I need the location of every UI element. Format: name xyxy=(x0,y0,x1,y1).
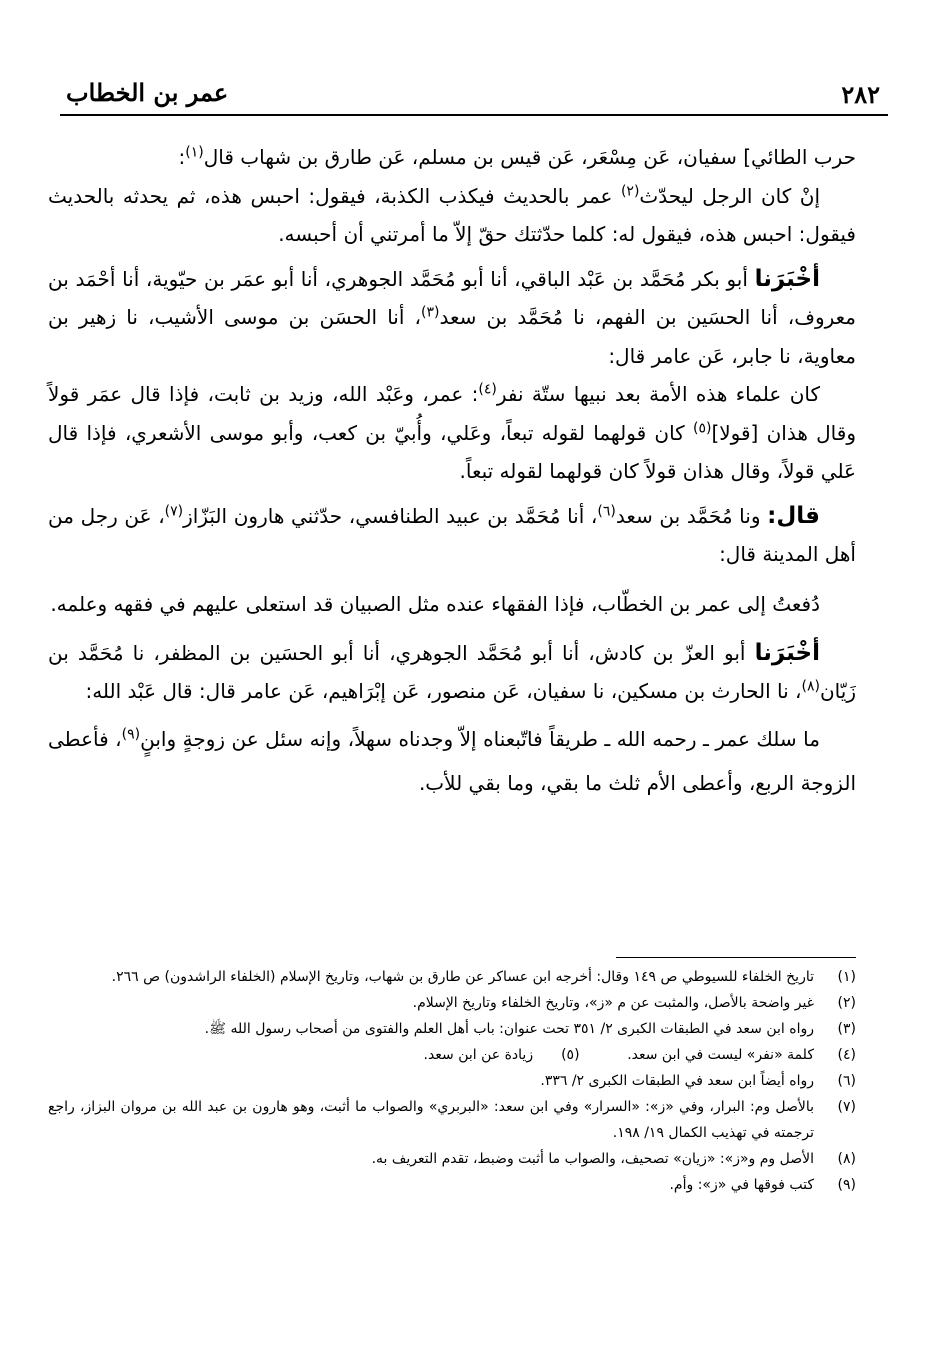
footnote-separator xyxy=(616,957,856,958)
paragraph-text: عمر بالحديث فيكذب الكذبة، فيقول: احبس هذه، ثم يحدثه بالحديث فيقول: احبس هذه، فيقول له: كلما حدّثتك حقّ إلاّ ما أمرتني أن أحبسه. xyxy=(48,183,856,246)
footnote-ref[interactable]: (١) xyxy=(185,144,204,161)
paragraph-text: ، نا الحارث بن مسكين، نا سفيان، عَن منصور، عَن إبْرَاهيم، عَن عامر قال: قال عَبْد الله: xyxy=(85,679,802,703)
footnote-8 xyxy=(48,1146,856,1172)
paragraph-3 xyxy=(48,260,856,376)
paragraph-2 xyxy=(48,177,856,254)
footnote-7 xyxy=(48,1094,856,1146)
paragraph-text: ونا مُحَمَّد بن سعد xyxy=(615,503,768,528)
paragraph-1 xyxy=(48,138,856,177)
paragraph-text: كان قولهما لقوله تبعاً، وعَلي، وأُبيّ بن كعب، وأبو موسى الأشعري، فإذا قال عَلي قولاً، وقال هذان قولاً كان قولهما لقوله تبعاً. xyxy=(48,420,856,483)
paragraph-text: أبو بكر مُحَمَّد بن عَبْد الباقي، أنا أبو مُحَمَّد الجوهري، أنا أبو عمَر بن حيّوية، أنا أحْمَد بن معروف، أنا الحسَين بن الفهم، نا مُحَمَّد بن سعد xyxy=(48,266,856,329)
paragraph-text: : عمر، وعَبْد الله، وزيد بن ثابت، فإذا قال عمَر قولاً وقال هذان [قولا] xyxy=(48,382,856,445)
header-rule xyxy=(60,114,888,116)
footnote-text: الأصل وم و«ز»: «زيان» تصحيف، والصواب ما أثبت وضبط، تقدم التعريف به. xyxy=(371,1151,814,1167)
paragraph-text: ، أنا الحسَن بن موسى الأشيب، نا زهير بن معاوية، نا جابر، عَن عامر قال: xyxy=(48,305,856,368)
footnote-number: (٨) xyxy=(837,1151,856,1167)
footnote-number: (٢) xyxy=(837,995,856,1011)
footnote-3 xyxy=(48,1016,856,1042)
paragraph-text: ، فأعطى الزوجة الربع، وأعطى الأم ثلث ما بقي، وما بقي للأب. xyxy=(48,726,856,795)
footnote-text: كتب فوقها في «ز»: وأم. xyxy=(669,1177,814,1193)
footnote-text: رواه أيضاً ابن سعد في الطبقات الكبرى ٢/ ٣٣٦. xyxy=(540,1073,814,1089)
footnote-number: (٧) xyxy=(837,1099,856,1115)
main-text xyxy=(48,138,856,805)
footnotes xyxy=(48,964,856,1198)
footnote-ref[interactable]: (٣) xyxy=(420,304,440,321)
paragraph-text: كان علماء هذه الأمة بعد نبيها ستّة نفر xyxy=(496,382,820,406)
footnote-text: بالأصل وم: البرار، وفي «ز»: «السرار» وفي ابن سعد: «البربري» والصواب ما أثبت، وهو هارون بن عبد الله بن مروان البزاز، راجع ترجمته في تهذيب الكمال ١٩/ ١٩٨. xyxy=(48,1099,814,1141)
footnote-1 xyxy=(48,964,856,990)
paragraph-lead: أخْبَرَنا xyxy=(754,265,820,292)
paragraph-text: حرب الطائي] سفيان، عَن مِسْعَر، عَن قيس بن مسلم، عَن طارق بن شهاب قال xyxy=(203,145,856,169)
paragraph-lead: قال: xyxy=(767,502,820,529)
footnote-ref[interactable]: (٧) xyxy=(164,502,184,519)
footnote-ref[interactable]: (٩) xyxy=(121,725,141,742)
paragraph-text: أبو العزّ بن كادش، أنا أبو مُحَمَّد الجوهري، أنا أبو الحسَين بن المظفر، نا مُحَمَّد بن زَيّان xyxy=(48,640,856,703)
paragraph-text: ، عَن رجل من أهل المدينة قال: xyxy=(48,503,856,566)
footnote-4-5 xyxy=(48,1042,856,1068)
footnote-6 xyxy=(48,1068,856,1094)
footnote-number: (٥) xyxy=(561,1047,580,1063)
paragraph-text: ، أنا مُحَمَّد بن عبيد الطنافسي، حدّثني هارون البَزّاز xyxy=(183,503,598,528)
paragraph-7 xyxy=(48,634,856,711)
paragraph-6 xyxy=(48,580,856,628)
footnote-number: (٤) xyxy=(837,1047,856,1063)
footnote-number: (٩) xyxy=(837,1177,856,1193)
paragraph-4 xyxy=(48,375,856,491)
paragraph-text: إنْ كان الرجل ليحدّث xyxy=(639,183,820,208)
paragraph-text: دُفعتُ إلى عمر بن الخطّاب، فإذا الفقهاء عنده مثل الصبيان قد استعلى عليهم في فقهه وعلمه. xyxy=(50,591,820,616)
paragraph-lead: أخْبَرَنا xyxy=(754,639,820,666)
footnote-text: كلمة «نفر» ليست في ابن سعد. xyxy=(627,1047,814,1063)
paragraph-5 xyxy=(48,497,856,574)
footnote-number: (١) xyxy=(837,969,856,985)
paragraph-text: ما سلك عمر ـ رحمه الله ـ طريقاً فاتّبعناه إلاّ وجدناه سهلاً، وإنه سئل عن زوجةٍ وابنٍ xyxy=(140,726,820,751)
footnote-ref[interactable]: (٨) xyxy=(801,678,820,695)
paragraph-text: : xyxy=(178,145,186,169)
footnote-text: غير واضحة بالأصل، والمثبت عن م «ز»، وتاريخ الخلفاء وتاريخ الإسلام. xyxy=(412,995,814,1011)
footnote-ref[interactable]: (٤) xyxy=(478,381,497,398)
footnote-9 xyxy=(48,1172,856,1198)
page-header xyxy=(60,72,888,116)
paragraph-8 xyxy=(48,717,856,805)
footnote-text: تاريخ الخلفاء للسيوطي ص ١٤٩ وقال: أخرجه ابن عساكر عن طارق بن شهاب، وتاريخ الإسلام (الخلفاء الراشدون) ص ٢٦٦. xyxy=(111,969,814,985)
footnote-text: رواه ابن سعد في الطبقات الكبرى ٢/ ٣٥١ تحت عنوان: باب أهل العلم والفتوى من أصحاب رسول الله ﷺ. xyxy=(204,1021,814,1037)
footnote-ref[interactable]: (٦) xyxy=(597,502,616,519)
footnote-ref[interactable]: (٥) xyxy=(692,419,712,436)
running-title: عمر بن الخطاب xyxy=(66,78,229,107)
page-number: ٢٨٢ xyxy=(841,80,880,109)
footnote-number: (٣) xyxy=(837,1021,856,1037)
footnote-2 xyxy=(48,990,856,1016)
footnote-ref[interactable]: (٢) xyxy=(620,182,640,199)
footnote-pair xyxy=(48,1042,814,1068)
footnote-number: (٦) xyxy=(837,1073,856,1089)
footnote-text: زيادة عن ابن سعد. xyxy=(423,1047,534,1063)
